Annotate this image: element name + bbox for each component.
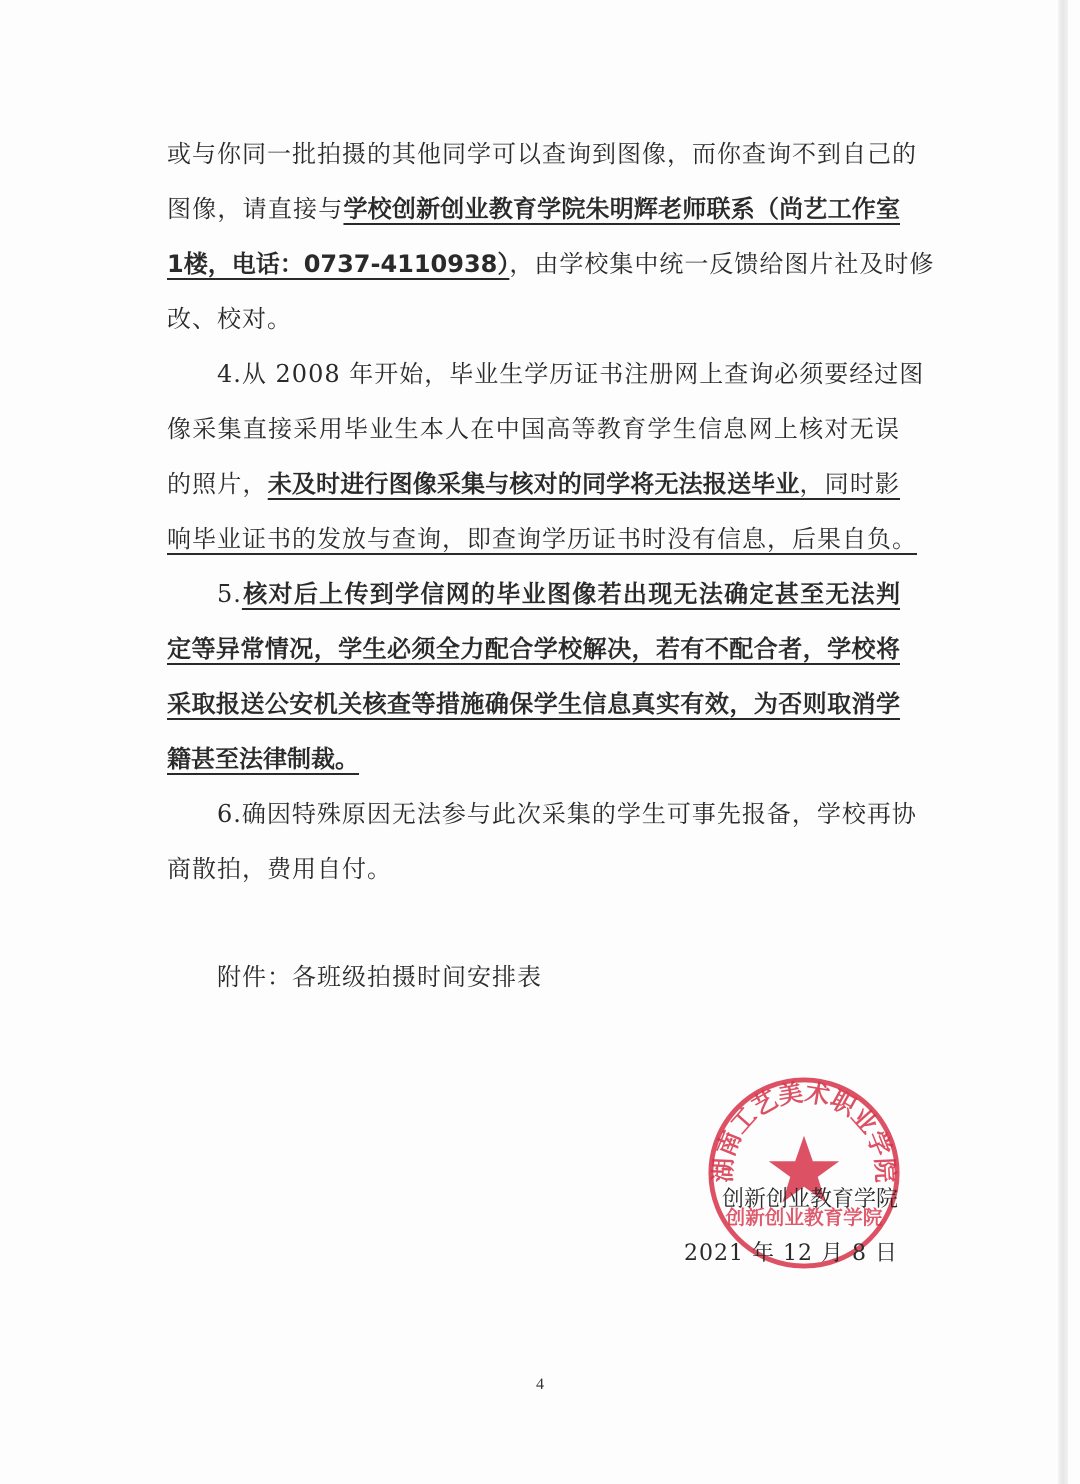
p5-line-1 <box>167 567 900 622</box>
scan-edge-shadow <box>1058 0 1068 1484</box>
signature-department: 创新创业教育学院 <box>721 1187 898 1212</box>
p1-line-3-text: ，由学校集中统一反馈给图片社及时修 <box>509 250 935 278</box>
p1-line-4: 改、校对。 <box>167 305 292 333</box>
p5-line-3 <box>167 677 900 732</box>
p5-line-3-end: ，为否则取消学 <box>729 690 901 718</box>
p1-line-1: 或与你同一批拍摄的其他同学可以查询到图像，而你查询不到自己的 <box>167 140 917 168</box>
p5-line-1-underlined: 核对后上传到学信网的毕业图像若出现无法确定甚至无法判 <box>241 580 900 608</box>
p1-phone-underlined: 1楼，电话：0737-4110938） <box>167 250 510 278</box>
page-number: 4 <box>536 1376 544 1393</box>
p4-line-1: 4.从 2008 年开始，毕业生学历证书注册网上查询必须要经过图 <box>217 360 925 388</box>
p5-line-4: 籍甚至法律制裁。 <box>167 745 359 773</box>
p4-line-3-start: 的照片， <box>167 470 268 498</box>
seal-inner-text: 创新创业教育学院 <box>725 1205 883 1229</box>
attachment-note: 附件：各班级拍摄时间安排表 <box>217 963 542 991</box>
p4-line-3 <box>167 457 900 512</box>
p4-line-4: 响毕业证书的发放与查询，即查询学历证书时没有信息，后果自负。 <box>167 525 917 553</box>
p5-number: 5. <box>217 580 242 608</box>
p6-line-2: 商散拍，费用自付。 <box>167 855 392 883</box>
p6-line-1: 6.确因特殊原因无法参与此次采集的学生可事先报备，学校再协 <box>217 800 917 828</box>
p4-line-2: 像采集直接采用毕业生本人在中国高等教育学生信息网上核对无误 <box>167 415 900 443</box>
p4-warning-underlined: 未及时进行图像采集与核对的同学将无法报送毕业 <box>267 470 800 498</box>
p5-line-2: 定等异常情况，学生必须全力配合学校解决，若有不配合者，学校将 <box>167 635 900 663</box>
seal-outer-text: 湖南工艺美术职业学院 <box>708 1077 900 1184</box>
signature-date: 2021 年 12 月 8 日 <box>684 1241 898 1266</box>
p1-line-2 <box>167 182 900 237</box>
p1-line-2-text: 图像，请直接与 <box>167 195 344 223</box>
p1-line-3 <box>167 237 935 292</box>
p4-line-3-end: ，同时影 <box>799 470 901 498</box>
document-body <box>167 127 935 897</box>
p5-line-3-start: 采取报送公安机关核查等措施确保学生信息真实有效 <box>167 690 730 718</box>
p1-contact-underlined: 学校创新创业教育学院朱明辉老师联系（尚艺工作室 <box>343 195 901 223</box>
